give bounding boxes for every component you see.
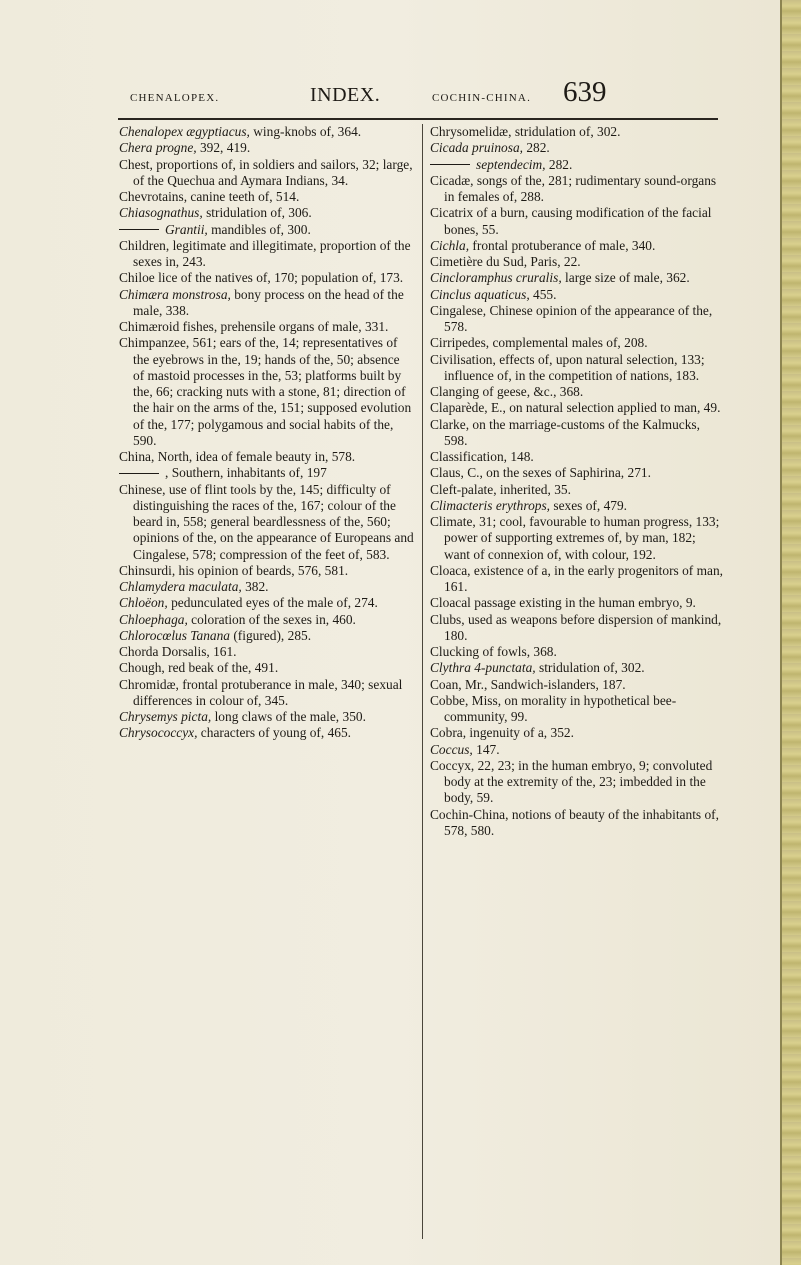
index-entry-text: large size of male, 362. — [561, 270, 690, 286]
index-entry — [119, 563, 414, 579]
index-entry-term: Cicatrix — [430, 205, 474, 221]
index-entry-term: Chrysococcyx, — [119, 725, 198, 741]
index-entry-text: stridulation of, 302. — [535, 660, 645, 676]
index-entry — [430, 465, 725, 481]
index-entry — [119, 238, 414, 271]
index-entry — [430, 173, 725, 206]
index-entry-text: long claws of the male, 350. — [211, 709, 366, 724]
index-entry-term: Cicadæ, — [430, 172, 474, 188]
index-entry — [119, 612, 414, 628]
index-entry-text: North, idea of female beauty in, 578. — [154, 449, 356, 464]
index-entry-term: Chlorocœlus Tanana — [119, 627, 230, 643]
index-entry — [119, 725, 414, 741]
ditto-dash — [430, 164, 470, 165]
index-entry — [119, 189, 414, 205]
index-entry-text: 282. — [545, 156, 573, 172]
index-entry — [119, 270, 414, 286]
index-entry-term: Clucking — [430, 644, 480, 659]
index-entry-text: his opinion of beards, 576, 581. — [175, 562, 349, 578]
index-entry-text: 161. — [209, 644, 237, 659]
index-entry-term: Grantii, — [165, 221, 208, 237]
index-entry-text: pedunculated eyes of the male of, 274. — [167, 595, 378, 611]
index-entry — [119, 482, 414, 563]
index-entry — [430, 498, 725, 514]
index-entry — [430, 417, 725, 450]
index-entry-text: on the marriage-customs of the Kalmucks, 598. — [444, 416, 700, 448]
index-entry-term: Cobbe, — [430, 692, 469, 708]
index-entry-text: notions of beauty of the inhabitants of, 578, 580. — [444, 806, 719, 838]
index-entry-term: Chimpanzee, — [119, 335, 190, 351]
index-entry-term: Coccyx, — [430, 757, 475, 773]
index-entry-term: Cingalese, — [430, 302, 487, 318]
index-entry-term: Chlamydera maculata, — [119, 579, 242, 594]
index-entry-text: of geese, &c., 368. — [479, 384, 584, 399]
index-entry-text: Chinese opinion of the appearance of the, 578. — [444, 302, 713, 334]
index-entry — [430, 140, 725, 156]
ditto-dash — [119, 473, 159, 474]
book-edge — [780, 0, 801, 1265]
index-entry-text: stridulation of, 306. — [202, 205, 312, 221]
index-entry — [430, 725, 725, 741]
index-entry-term: Cincloramphus cruralis, — [430, 270, 562, 286]
index-entry-text: sexes of, 479. — [550, 497, 627, 513]
index-entry — [119, 644, 414, 660]
index-entry-text: Mr., Sandwich-islanders, 187. — [461, 676, 626, 692]
index-entry-term: Chloephaga, — [119, 611, 188, 627]
index-entry-term: Classification, — [430, 449, 507, 464]
index-entry-text: effects of, upon natural selection, 133; influence of, in the competition of nations, 183. — [444, 351, 705, 383]
index-entry — [119, 579, 414, 595]
index-entry — [119, 677, 414, 710]
index-column-right — [430, 124, 725, 839]
index-entry — [430, 157, 725, 173]
index-entry — [119, 709, 414, 725]
index-entry-term: Cicada pruinosa, — [430, 140, 523, 156]
index-entry-text: used as weapons before dispersion of mankind, 180. — [444, 611, 722, 643]
index-entry-term: Chinsurdi, — [119, 562, 176, 578]
index-entry-term: Chrysomelidæ, — [430, 124, 512, 139]
index-entry-text: 382. — [241, 579, 269, 594]
index-entry — [430, 205, 725, 238]
index-entry-term: Clythra 4-punctata, — [430, 660, 536, 676]
index-entry-term: Chiloe — [119, 270, 155, 286]
index-entry-term: Clarke, — [430, 416, 470, 432]
index-entry-text: lice of the natives of, 170; population of, 173. — [154, 270, 404, 286]
index-entry — [119, 449, 414, 465]
index-entry-term: Chiasognathus, — [119, 205, 203, 221]
index-entry — [119, 660, 414, 676]
index-entry-text: legitimate and illegitimate, proportion of the sexes in, 243. — [133, 237, 411, 269]
index-entry — [430, 303, 725, 336]
index-entry — [430, 677, 725, 693]
index-entry-text: mandibles of, 300. — [207, 221, 311, 237]
index-entry-term: Chimæra monstrosa, — [119, 286, 231, 302]
index-entry-term: Chenalopex ægyptiacus, — [119, 124, 250, 139]
index-entry-term: Chough, — [119, 660, 165, 676]
index-entry — [430, 742, 725, 758]
index-entry — [430, 807, 725, 840]
index-entry — [119, 222, 414, 238]
index-entry — [119, 335, 414, 449]
index-entry — [119, 205, 414, 221]
index-entry-text: 561; ears of the, 14; representatives of the eyebrows in the, 19; hands of the, 50; absence of mastoid processes in the, 53; platforms built by the, 66; cracking nuts with a stone, 81; direction of the hair on the arms of the, 151; supposed evolution of the, 177; polygamous and social habits of the, 590. — [133, 335, 412, 448]
index-entry — [430, 612, 725, 645]
index-entry — [430, 238, 725, 254]
header-title: INDEX. — [310, 84, 381, 106]
index-entry-term: Chera progne, — [119, 140, 197, 156]
index-entry — [430, 644, 725, 660]
index-entry-term: Clanging — [430, 384, 480, 399]
index-entry-term: Chevrotains, — [119, 189, 188, 204]
index-entry-text: (figured), 285. — [230, 627, 312, 643]
index-entry-text: use of flint tools by the, 145; difficulty of distinguishing the races of the, 167; colour of the beard in, 558; general beardlessness of the, 560; opinions of the, on the appearance of Europeans and Cingalese, 578; compression of the feet of, 583. — [133, 481, 414, 562]
index-entry-term: Claus, — [430, 465, 464, 481]
index-entry-text: wing-knobs of, 364. — [249, 124, 362, 139]
index-entry — [119, 595, 414, 611]
index-entry-term: Chrysemys picta, — [119, 709, 212, 724]
index-entry-text: red beak of the, 491. — [164, 660, 279, 676]
index-entry-term: Climacteris erythrops, — [430, 497, 551, 513]
index-entry-term: , — [165, 465, 169, 481]
index-entry-text: passage existing in the human embryo, 9. — [470, 595, 696, 611]
header-right-guide-word: COCHIN-CHINA. — [432, 92, 532, 104]
index-entry-term: Civilisation, — [430, 351, 496, 367]
index-entry-text: ingenuity of a, 352. — [466, 725, 574, 741]
index-entry-text: Miss, on morality in hypothetical bee-community, 99. — [444, 692, 677, 724]
index-entry — [430, 352, 725, 385]
index-entry-text: 22, 23; in the human embryo, 9; convoluted body at the extremity of the, 23; imbedded in the body, 59. — [444, 757, 713, 806]
index-entry — [430, 124, 725, 140]
index-entry-term: Cleft-palate, — [430, 481, 497, 497]
index-entry — [430, 287, 725, 303]
index-entry-term: Children, — [119, 237, 170, 253]
index-entry-term: Clubs, — [430, 611, 465, 627]
index-entry — [430, 384, 725, 400]
header-rule — [118, 118, 718, 120]
index-entry-term: Chest, — [119, 156, 153, 172]
index-entry-text: existence of a, in the early progenitors of man, 161. — [444, 562, 724, 594]
index-entry — [430, 595, 725, 611]
index-entry-text: inherited, 35. — [496, 481, 571, 497]
index-entry — [119, 124, 414, 140]
column-divider — [422, 124, 423, 1239]
index-entry-text: canine teeth of, 514. — [187, 189, 300, 204]
index-entry — [430, 254, 725, 270]
index-entry-text: C., on the sexes of Saphirina, 271. — [463, 465, 651, 481]
index-entry-term: Chinese, — [119, 481, 166, 497]
index-entry-term: Cobra, — [430, 725, 467, 741]
index-entry-text: coloration of the sexes in, 460. — [187, 611, 356, 627]
index-entry-term: Chloëon, — [119, 595, 168, 611]
index-entry-text: frontal protuberance in male, 340; sexual differences in colour of, 345. — [133, 676, 403, 708]
ditto-dash — [119, 229, 159, 230]
index-entry — [430, 563, 725, 596]
index-entry — [430, 449, 725, 465]
index-entry — [119, 319, 414, 335]
index-entry-term: Chromidæ, — [119, 676, 179, 692]
index-entry-text: complemental males of, 208. — [489, 335, 648, 351]
index-entry-term: China, — [119, 449, 155, 464]
index-entry-text: 148. — [506, 449, 534, 464]
index-entry-term: Cichla, — [430, 237, 470, 253]
index-entry-text: of a burn, causing modification of the facial bones, 55. — [444, 205, 712, 237]
index-entry-text: of fowls, 368. — [479, 644, 557, 659]
index-entry-term: Coan, — [430, 676, 462, 692]
index-entry-text: du Sud, Paris, 22. — [482, 254, 581, 269]
index-entry-text: 147. — [472, 741, 500, 757]
index-entry — [119, 465, 414, 481]
index-entry-text: Southern, inhabitants of, 197 — [168, 465, 327, 481]
index-entry — [119, 287, 414, 320]
index-entry-text: bony process on the head of the male, 338. — [133, 286, 404, 318]
index-entry-text: 455. — [529, 286, 557, 302]
index-entry-text: stridulation of, 302. — [511, 124, 621, 139]
index-entry-term: Cloacal — [430, 595, 471, 611]
index-entry-term: Coccus, — [430, 741, 473, 757]
index-entry-term: Cloaca, — [430, 562, 471, 578]
index-entry — [430, 335, 725, 351]
index-entry-text: 392, 419. — [196, 140, 251, 156]
index-entry-text: frontal protuberance of male, 340. — [469, 237, 656, 253]
index-entry — [430, 693, 725, 726]
index-entry-term: Cirripedes, — [430, 335, 490, 351]
index-entry-term: Cinclus aquaticus, — [430, 286, 530, 302]
index-entry-text: fishes, prehensile organs of male, 331. — [179, 319, 389, 334]
page-number: 639 — [563, 76, 607, 108]
index-entry — [430, 400, 725, 416]
index-entry — [430, 758, 725, 807]
index-entry — [430, 660, 725, 676]
index-entry — [430, 482, 725, 498]
index-entry-text: E., on natural selection applied to man, 49. — [487, 400, 721, 416]
index-entry — [119, 628, 414, 644]
header-left-guide-word: CHENALOPEX. — [130, 92, 220, 104]
index-column-left — [119, 124, 414, 742]
index-entry-term: Cochin-China, — [430, 806, 509, 822]
index-entry-text: 282. — [523, 140, 550, 156]
index-entry — [119, 157, 414, 190]
index-entry — [119, 140, 414, 156]
page-header — [0, 72, 782, 112]
index-entry-term: Climate, — [430, 514, 476, 529]
index-entry-text: 31; cool, favourable to human progress, 133; power of supporting extremes of, by man, 182; want of connexion of, with colour, 192. — [444, 514, 720, 562]
index-entry-term: Cimetière — [430, 254, 483, 269]
index-entry-text: characters of young of, 465. — [197, 725, 352, 741]
index-entry — [430, 514, 725, 563]
index-entry-text: proportions of, in soldiers and sailors, 32; large, of the Quechua and Aymara Indians, 34. — [133, 156, 413, 188]
index-entry-term: Claparède, — [430, 400, 488, 416]
index-entry-term: Chimæroid — [119, 319, 180, 334]
index-entry-text: songs of the, 281; rudimentary sound-organs in females of, 288. — [444, 172, 717, 204]
index-entry — [430, 270, 725, 286]
index-entry-term: septendecim, — [476, 156, 546, 172]
index-entry-term: Chorda Dorsalis, — [119, 644, 210, 659]
